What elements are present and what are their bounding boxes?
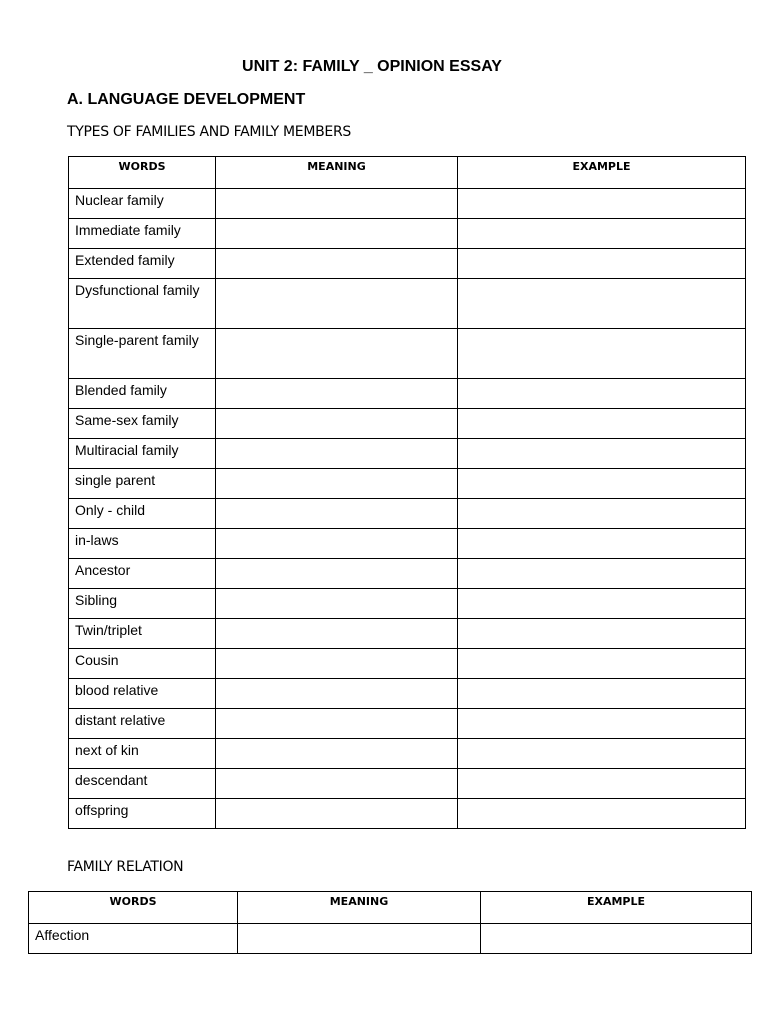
table2-heading: FAMILY RELATION — [67, 859, 184, 875]
table-row — [69, 529, 746, 559]
table-row — [69, 709, 746, 739]
column-header-example: EXAMPLE — [458, 157, 746, 189]
table-row — [69, 379, 746, 409]
table-row — [29, 924, 752, 954]
example-cell[interactable] — [458, 379, 746, 409]
example-cell[interactable] — [458, 619, 746, 649]
example-cell[interactable] — [481, 924, 752, 954]
word-cell: Cousin — [69, 649, 216, 679]
table-row — [69, 799, 746, 829]
meaning-cell[interactable] — [216, 379, 458, 409]
meaning-cell[interactable] — [238, 924, 481, 954]
table-row — [69, 739, 746, 769]
word-cell: in-laws — [69, 529, 216, 559]
word-cell: Only - child — [69, 499, 216, 529]
meaning-cell[interactable] — [216, 799, 458, 829]
table-row — [69, 559, 746, 589]
table-row — [69, 409, 746, 439]
word-cell: blood relative — [69, 679, 216, 709]
table-row — [69, 769, 746, 799]
word-cell: Same-sex family — [69, 409, 216, 439]
word-cell: Ancestor — [69, 559, 216, 589]
word-cell: Multiracial family — [69, 439, 216, 469]
table-row — [69, 279, 746, 329]
vocabulary-table-family-types — [68, 156, 746, 829]
meaning-cell[interactable] — [216, 219, 458, 249]
example-cell[interactable] — [458, 559, 746, 589]
word-cell: Single-parent family — [69, 329, 216, 379]
example-cell[interactable] — [458, 439, 746, 469]
word-cell: next of kin — [69, 739, 216, 769]
example-cell[interactable] — [458, 529, 746, 559]
meaning-cell[interactable] — [216, 709, 458, 739]
table-row — [69, 679, 746, 709]
meaning-cell[interactable] — [216, 189, 458, 219]
word-cell: single parent — [69, 469, 216, 499]
table-row — [69, 249, 746, 279]
meaning-cell[interactable] — [216, 499, 458, 529]
word-cell: Extended family — [69, 249, 216, 279]
meaning-cell[interactable] — [216, 469, 458, 499]
example-cell[interactable] — [458, 709, 746, 739]
table-row — [69, 329, 746, 379]
table1-heading: TYPES OF FAMILIES AND FAMILY MEMBERS — [67, 124, 351, 140]
page-title: UNIT 2: FAMILY _ OPINION ESSAY — [242, 58, 502, 75]
word-cell: Affection — [29, 924, 238, 954]
column-header-meaning: MEANING — [238, 892, 481, 924]
table-row — [69, 219, 746, 249]
example-cell[interactable] — [458, 799, 746, 829]
meaning-cell[interactable] — [216, 559, 458, 589]
column-header-example: EXAMPLE — [481, 892, 752, 924]
table-row — [69, 499, 746, 529]
word-cell: offspring — [69, 799, 216, 829]
example-cell[interactable] — [458, 589, 746, 619]
example-cell[interactable] — [458, 409, 746, 439]
meaning-cell[interactable] — [216, 769, 458, 799]
example-cell[interactable] — [458, 189, 746, 219]
example-cell[interactable] — [458, 279, 746, 329]
meaning-cell[interactable] — [216, 619, 458, 649]
section-heading: A. LANGUAGE DEVELOPMENT — [67, 91, 306, 108]
example-cell[interactable] — [458, 249, 746, 279]
meaning-cell[interactable] — [216, 529, 458, 559]
table-row — [69, 189, 746, 219]
table-row — [69, 649, 746, 679]
example-cell[interactable] — [458, 649, 746, 679]
column-header-words: WORDS — [29, 892, 238, 924]
meaning-cell[interactable] — [216, 649, 458, 679]
word-cell: Blended family — [69, 379, 216, 409]
word-cell: Dysfunctional family — [69, 279, 216, 329]
word-cell: Sibling — [69, 589, 216, 619]
vocabulary-table-family-relation — [28, 891, 752, 954]
meaning-cell[interactable] — [216, 409, 458, 439]
column-header-words: WORDS — [69, 157, 216, 189]
word-cell: descendant — [69, 769, 216, 799]
example-cell[interactable] — [458, 739, 746, 769]
word-cell: distant relative — [69, 709, 216, 739]
example-cell[interactable] — [458, 219, 746, 249]
example-cell[interactable] — [458, 329, 746, 379]
table-row — [69, 589, 746, 619]
meaning-cell[interactable] — [216, 439, 458, 469]
example-cell[interactable] — [458, 679, 746, 709]
word-cell: Nuclear family — [69, 189, 216, 219]
table-header-row — [69, 157, 746, 189]
table-row — [69, 619, 746, 649]
meaning-cell[interactable] — [216, 279, 458, 329]
meaning-cell[interactable] — [216, 329, 458, 379]
meaning-cell[interactable] — [216, 739, 458, 769]
table-header-row — [29, 892, 752, 924]
word-cell: Twin/triplet — [69, 619, 216, 649]
meaning-cell[interactable] — [216, 589, 458, 619]
word-cell: Immediate family — [69, 219, 216, 249]
column-header-meaning: MEANING — [216, 157, 458, 189]
example-cell[interactable] — [458, 769, 746, 799]
example-cell[interactable] — [458, 499, 746, 529]
meaning-cell[interactable] — [216, 679, 458, 709]
table-row — [69, 439, 746, 469]
example-cell[interactable] — [458, 469, 746, 499]
table-row — [69, 469, 746, 499]
meaning-cell[interactable] — [216, 249, 458, 279]
